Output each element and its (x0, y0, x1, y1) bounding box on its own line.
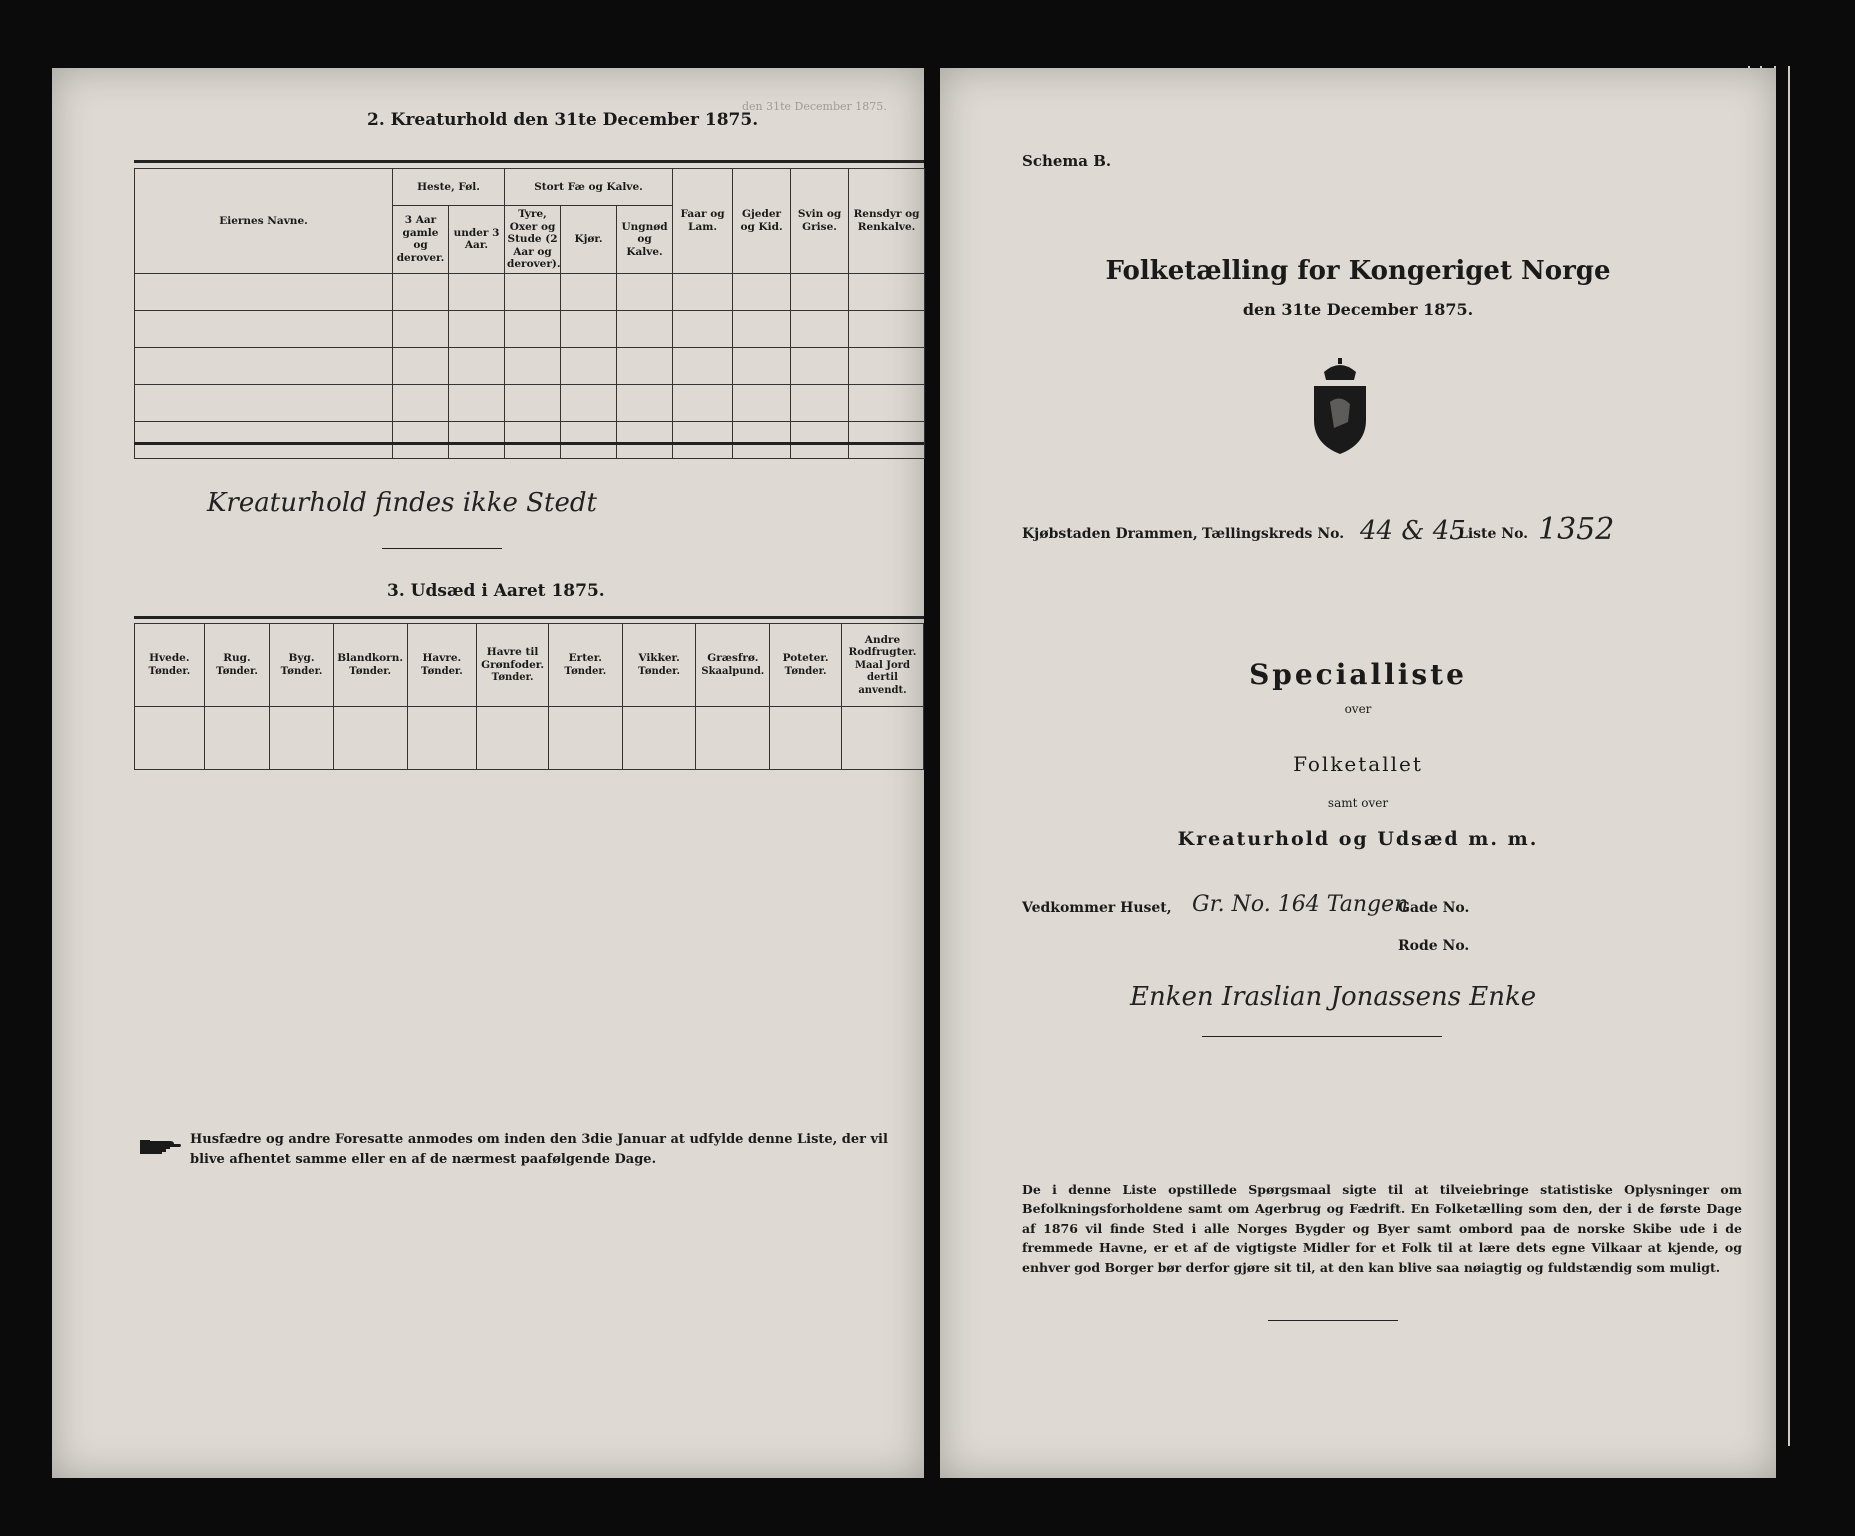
liste-value: 1352 (1538, 512, 1615, 547)
table-row (135, 384, 925, 421)
header-horses-3plus: 3 Aar gamle og derover. (393, 206, 449, 274)
table-row (135, 707, 924, 770)
crop-header-hvede: Hvede. Tønder. (135, 624, 205, 707)
table-row (135, 421, 925, 458)
rule (134, 160, 924, 163)
crop-header-byg: Byg. Tønder. (270, 624, 334, 707)
kjobstad-label: Kjøbstaden Drammen, (1022, 526, 1198, 542)
crop-header-poteter: Poteter. Tønder. (770, 624, 842, 707)
crop-header-erter: Erter. Tønder. (548, 624, 622, 707)
bleed-through-text: den 31te December 1875. (742, 100, 887, 113)
section3-title: 3. Udsæd i Aaret 1875. (387, 581, 605, 601)
crop-header-vikker: Vikker. Tønder. (622, 624, 696, 707)
schema-label: Schema B. (1022, 152, 1112, 170)
table-row (135, 347, 925, 384)
pointing-hand-icon (140, 1136, 182, 1158)
header-cattle-bulls: Tyre, Oxer og Stude (2 Aar og derover). (505, 206, 561, 274)
crop-header-andre: Andre Rodfrugter. Maal Jord dertil anvendt. (841, 624, 923, 707)
header-reindeer: Rensdyr og Renkalve. (849, 169, 925, 274)
samt-over-text: samt over (1327, 796, 1389, 810)
census-title: Folketælling for Kongeriget Norge (1105, 256, 1611, 286)
gade-label: Gade No. (1398, 900, 1470, 916)
crop-header-havre-gronfoder: Havre til Grønfoder. Tønder. (477, 624, 549, 707)
census-date: den 31te December 1875. (1242, 300, 1474, 319)
header-horses-under3: under 3 Aar. (449, 206, 505, 274)
footer-text: De i denne Liste opstillede Spørgsmaal sigte til at tilveiebringe statistiske Oplysninger om Befolkningsforholdene samt om Agerbrug og Fædrift. En Folketælling som den, der i de første Dage af 1876 vil finde Sted i alle Norges Bygder og Byer samt ombord paa de norske Skibe ude i de fremmede Havne, er et af de vigtigste Midler for et Folk til at lære dets egne Vilkaar at kjende, og enhver god Borger bør derfor gjøre sit til, at den kan blive saa nøiagtig og fuldstændig som muligt. (1022, 1182, 1742, 1275)
header-goats: Gjeder og Kid. (733, 169, 791, 274)
rule (134, 616, 924, 619)
crop-header-graesfro: Græsfrø. Skaalpund. (696, 624, 770, 707)
house-label: Vedkommer Huset, (1022, 900, 1172, 916)
header-owner: Eiernes Navne. (135, 169, 393, 274)
divider (1202, 1036, 1442, 1037)
kreds-label: Tællingskreds No. (1202, 526, 1345, 542)
section2-title: 2. Kreaturhold den 31te December 1875. (367, 110, 759, 130)
header-pigs: Svin og Grise. (791, 169, 849, 274)
kreds-value: 44 & 45 (1360, 516, 1466, 546)
over-text: over (1344, 702, 1372, 716)
house-value: Gr. No. 164 Tangen (1192, 892, 1409, 917)
coat-of-arms-icon (1308, 358, 1372, 456)
crops-table (134, 623, 924, 770)
table-row (135, 273, 925, 310)
rule (134, 442, 924, 445)
right-page (940, 68, 1776, 1478)
header-horses: Heste, Føl. (393, 169, 505, 206)
handwritten-note: Kreaturhold findes ikke Stedt (207, 488, 597, 518)
rode-label: Rode No. (1398, 938, 1470, 954)
kreaturhold-text: Kreaturhold og Udsæd m. m. (1177, 828, 1539, 850)
divider (1268, 1320, 1398, 1321)
header-cattle: Stort Fæ og Kalve. (505, 169, 673, 206)
folketallet-text: Folketallet (1293, 752, 1423, 776)
table-row (135, 310, 925, 347)
owner-value: Enken Iraslian Jonassens Enke (1130, 982, 1537, 1012)
header-sheep: Faar og Lam. (673, 169, 733, 274)
liste-label: Liste No. (1458, 526, 1529, 542)
crop-header-blandkorn: Blandkorn. Tønder. (333, 624, 407, 707)
header-cattle-cows: Kjør. (561, 206, 617, 274)
specialliste-title: Specialliste (1249, 658, 1467, 691)
crop-header-havre: Havre. Tønder. (407, 624, 477, 707)
left-page (52, 68, 924, 1478)
livestock-table (134, 168, 925, 459)
crop-header-rug: Rug. Tønder. (204, 624, 270, 707)
divider (382, 548, 502, 549)
header-cattle-young: Ungnød og Kalve. (617, 206, 673, 274)
notice-text: Husfædre og andre Foresatte anmodes om inden den 3die Januar at udfylde denne Liste, der vil blive afhentet samme eller en af de nærmest paafølgende Dage. (190, 1132, 888, 1168)
